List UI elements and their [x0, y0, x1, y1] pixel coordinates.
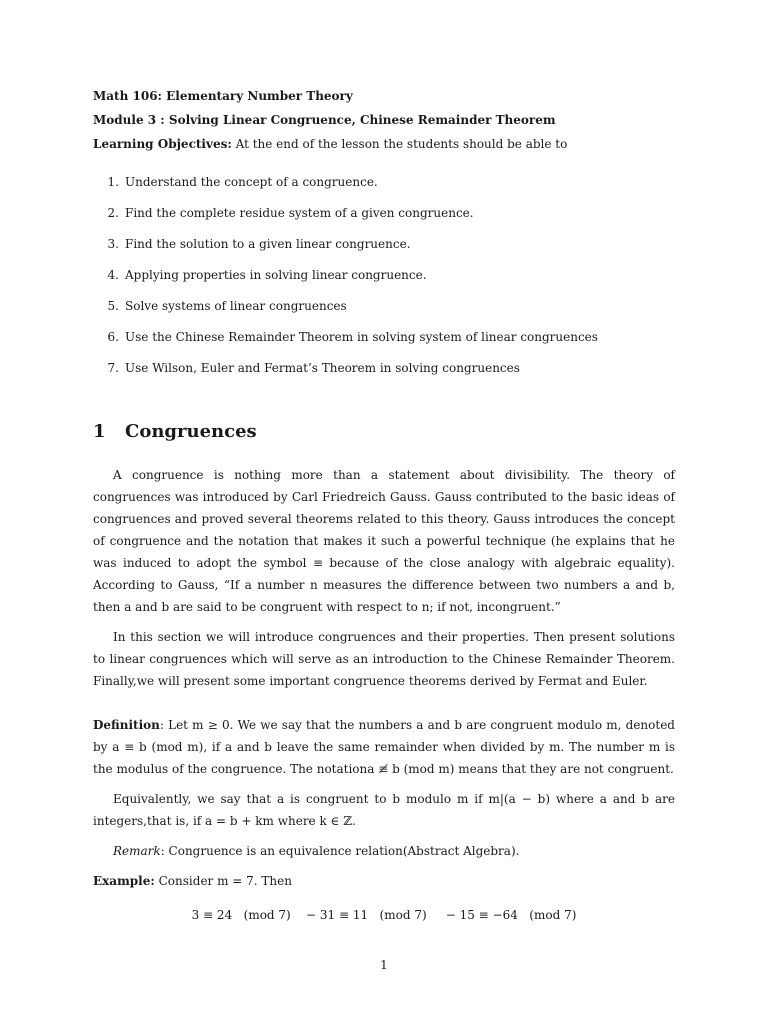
intro-paragraph: A congruence is nothing more than a statement about divisibility. The theory of congruences was introduced by Carl Friedreich Gauss. Gauss contributed to the basic ideas of congruences and proved several theorems related to this theory. Gauss introduces the concept of congruence and the notation that makes it such a powerful technique (he explains that he was induced to adopt the symbol ≡ because of the close analogy with algebraic equality). According to Gauss, “If a number n measures the difference between two numbers a and b, then a and b are said to be congruent with respect to n; if not, incongruent.” — [93, 468, 675, 614]
module-title: Module 3 : Solving Linear Congruence, Chinese Remainder Theorem — [93, 113, 556, 127]
list-item-number: 3. — [107, 237, 119, 251]
definition-paragraph — [93, 714, 675, 780]
objectives-intro: At the end of the lesson the students should be able to — [235, 137, 568, 151]
list-item — [93, 201, 675, 232]
list-item-text: Use Wilson, Euler and Fermat’s Theorem in solving congruences — [125, 361, 520, 375]
list-item-number: 1. — [107, 175, 119, 189]
remark-text: : Congruence is an equivalence relation(Abstract Algebra). — [160, 844, 520, 858]
equivalence-paragraph: Equivalently, we say that a is congruent to b modulo m if m|(a − b) where a and b are integers,that is, if a = b + km where k ∈ ℤ. — [93, 792, 675, 828]
overview-paragraph: In this section we will introduce congruences and their properties. Then present solutions to linear congruences which will serve as an introduction to the Chinese Remainder Theorem. Finally,we will present some important congruence theorems derived by Fermat and Euler. — [93, 630, 675, 688]
list-item — [93, 263, 675, 294]
course-title: Math 106: Elementary Number Theory — [93, 89, 353, 103]
list-item-text: Find the complete residue system of a given congruence. — [125, 206, 474, 220]
example-label: Example: — [93, 874, 155, 888]
section-number: 1 — [93, 421, 106, 442]
definition-text: : Let m ≥ 0. We we say that the numbers a and b are congruent modulo m, denoted by a ≡ b (mod m), if a and b leave the same remainder when divided by m. The number m is the modulus of the congruence. The notationa ≢ b (mod m) means that they are not congruent. — [93, 718, 675, 776]
list-item-number: 4. — [107, 268, 119, 282]
document-page — [93, 84, 675, 926]
list-item-number: 5. — [107, 299, 119, 313]
list-item-number: 7. — [107, 361, 119, 375]
example-paragraph — [93, 870, 675, 892]
list-item-text: Find the solution to a given linear congruence. — [125, 237, 411, 251]
objectives-label: Learning Objectives: — [93, 137, 232, 151]
list-item — [93, 294, 675, 325]
remark-label: Remark — [113, 844, 161, 858]
definition-label: Definition — [93, 718, 160, 732]
list-item-text: Understand the concept of a congruence. — [125, 175, 378, 189]
objectives-list — [93, 170, 675, 387]
section-title: Congruences — [125, 421, 257, 442]
list-item-number: 6. — [107, 330, 119, 344]
list-item — [93, 170, 675, 201]
section-heading — [93, 420, 675, 444]
list-item — [93, 325, 675, 356]
list-item-text: Use the Chinese Remainder Theorem in solving system of linear congruences — [125, 330, 598, 344]
example-text: Consider m = 7. Then — [158, 874, 292, 888]
list-item-text: Applying properties in solving linear congruence. — [125, 268, 427, 282]
list-item — [93, 356, 675, 387]
list-item — [93, 232, 675, 263]
example-equation: 3 ≡ 24 (mod 7) − 31 ≡ 11 (mod 7) − 15 ≡ −64 (mod 7) — [191, 908, 577, 922]
remark-paragraph — [93, 840, 675, 862]
page-number: 1 — [380, 958, 388, 972]
learning-objectives-line — [93, 132, 675, 156]
list-item-number: 2. — [107, 206, 119, 220]
list-item-text: Solve systems of linear congruences — [125, 299, 347, 313]
